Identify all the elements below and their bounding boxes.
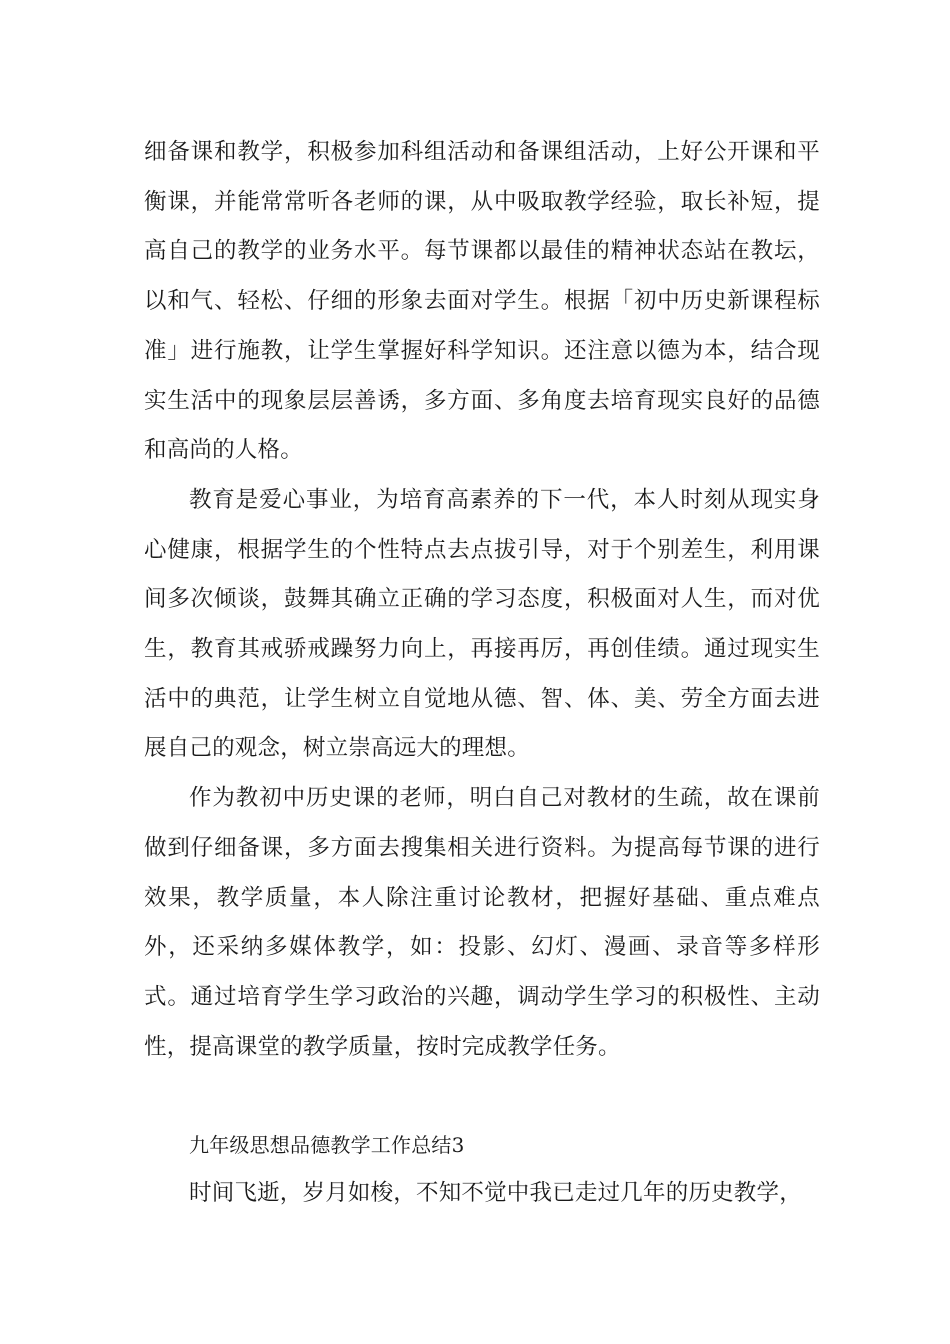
paragraph-closing: 时间飞逝，岁月如梭，不知不觉中我已走过几年的历史教学， xyxy=(189,1180,802,1207)
paragraph-continued: 细备课和教学，积极参加科组活动和备课组活动，上好公开课和平衡课，并能常常听各老师的课，从中吸取教学经验，取长补短，提高自己的教学的业务水平。每节课都以最佳的精神状态站在教坛，以和气、轻松、仔细的形象去面对学生。根据「初中历史新课程标准」进行施教，让学生掌握好科学知识。还注意以德为本，结合现实生活中的现象层层善诱，多方面、多角度去培育现实良好的品德和高尚的人格。 xyxy=(144,139,820,464)
section-heading: 九年级思想品德教学工作总结3 xyxy=(189,1133,465,1158)
paragraph-teaching-methods: 作为教初中历史课的老师，明白自己对教材的生疏，故在课前做到仔细备课，多方面去搜集相关进行资料。为提高每节课的进行效果，教学质量，本人除注重讨论教材，把握好基础、重点难点外，还采纳多媒体教学，如：投影、幻灯、漫画、录音等多样形式。通过培育学生学习政治的兴趣，调动学生学习的积极性、主动性，提高课堂的教学质量，按时完成教学任务。 xyxy=(144,785,820,1060)
document-body xyxy=(144,128,820,1219)
paragraph-education: 教育是爱心事业，为培育高素养的下一代，本人时刻从现实身心健康，根据学生的个性特点去点拔引导，对于个别差生，利用课间多次倾谈，鼓舞其确立正确的学习态度，积极面对人生，而对优生，教育其戒骄戒躁努力向上，再接再厉，再创佳绩。通过现实生活中的典范，让学生树立自觉地从德、智、体、美、劳全方面去进展自己的观念，树立崇高远大的理想。 xyxy=(144,486,820,762)
